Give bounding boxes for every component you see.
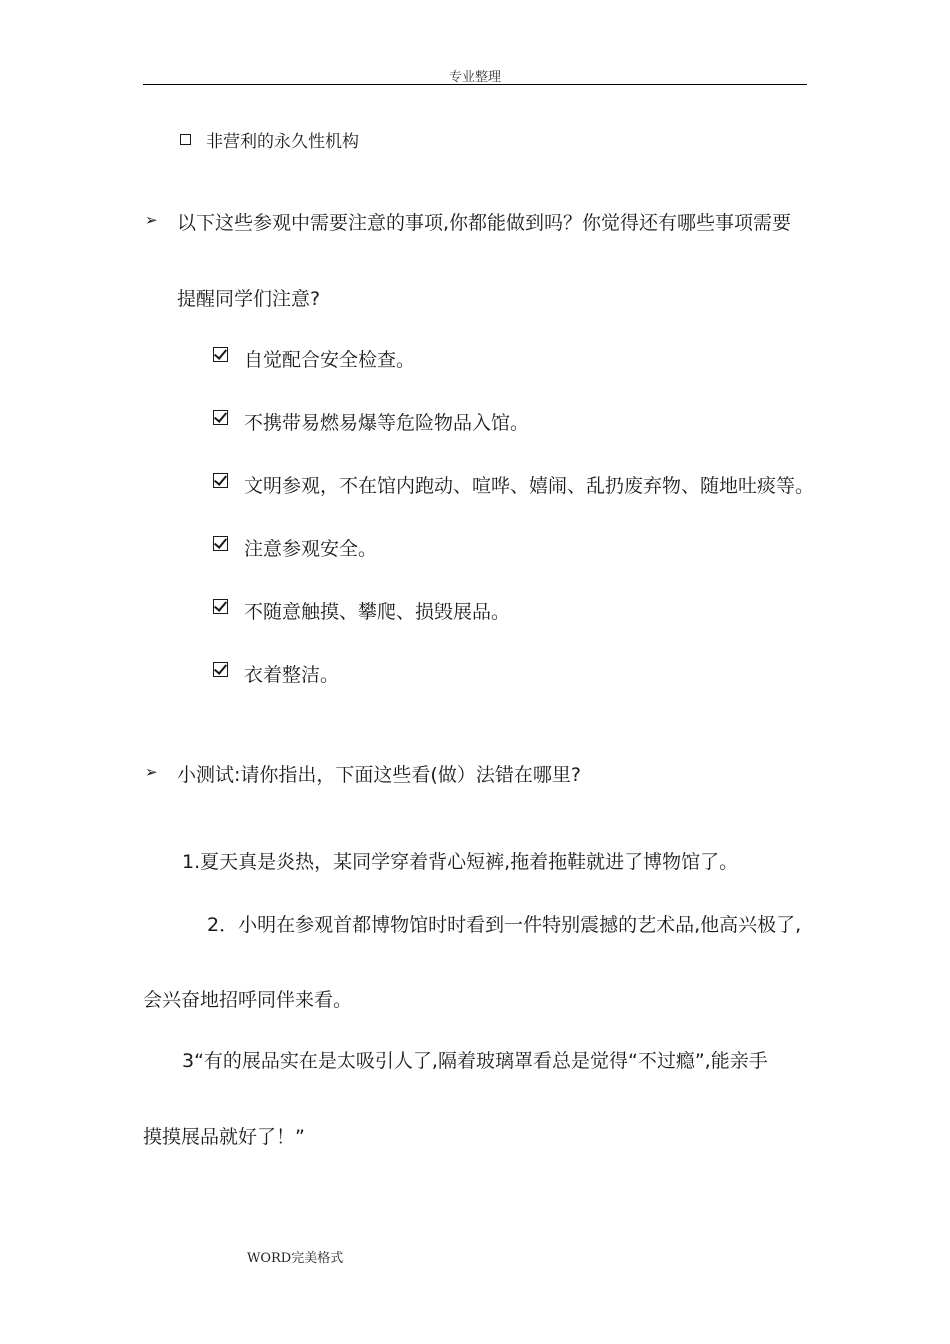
quiz-item-3-line-1: 3“有的展品实在是太吸引人了,隔着玻璃罩看总是觉得“不过瘾”,能亲手 (182, 1050, 768, 1072)
quiz-item-3-line-2: 摸摸展品就好了！” (143, 1126, 305, 1148)
checked-checkbox-icon (213, 347, 228, 366)
arrow-bullet-icon: ➢ (145, 211, 158, 229)
checklist-item: 注意参观安全。 (244, 538, 378, 560)
checklist-item: 不携带易燃易爆等危险物品入馆。 (244, 412, 530, 434)
checklist-item: 不随意触摸、攀爬、损毁展品。 (244, 601, 511, 623)
option-item (180, 130, 191, 149)
quiz-item-2-line-2: 会兴奋地招呼同伴来看。 (143, 989, 353, 1011)
empty-checkbox-icon (180, 134, 191, 145)
checked-checkbox-icon (213, 599, 228, 618)
checked-checkbox-icon (213, 662, 228, 681)
question-1-line-1: 以下这些参观中需要注意的事项,你都能做到吗？你觉得还有哪些事项需要 (177, 212, 792, 234)
checklist-item: 文明参观，不在馆内跑动、喧哗、嬉闹、乱扔废弃物、随地吐痰等。 (244, 475, 815, 497)
arrow-bullet-icon: ➢ (145, 763, 158, 781)
checked-checkbox-icon (213, 410, 228, 429)
question-1-line-2: 提醒同学们注意? (177, 288, 321, 310)
quiz-item-2-line-1: 2．小明在参观首都博物馆时时看到一件特别震撼的艺术品,他高兴极了, (207, 914, 802, 936)
option-item-label: 非营利的永久性机构 (206, 132, 359, 152)
question-2: 小测试:请你指出，下面这些看(做）法错在哪里? (177, 764, 581, 786)
page-footer-text: WORD完美格式 (247, 1251, 344, 1266)
quiz-item-1: 1.夏天真是炎热，某同学穿着背心短裤,拖着拖鞋就进了博物馆了。 (182, 851, 739, 873)
checklist-item: 自觉配合安全检查。 (244, 349, 416, 371)
checked-checkbox-icon (213, 473, 228, 492)
page-header-title: 专业整理 (448, 70, 501, 85)
header-divider (143, 84, 807, 85)
checklist-item: 衣着整洁。 (244, 664, 340, 686)
checked-checkbox-icon (213, 536, 228, 555)
